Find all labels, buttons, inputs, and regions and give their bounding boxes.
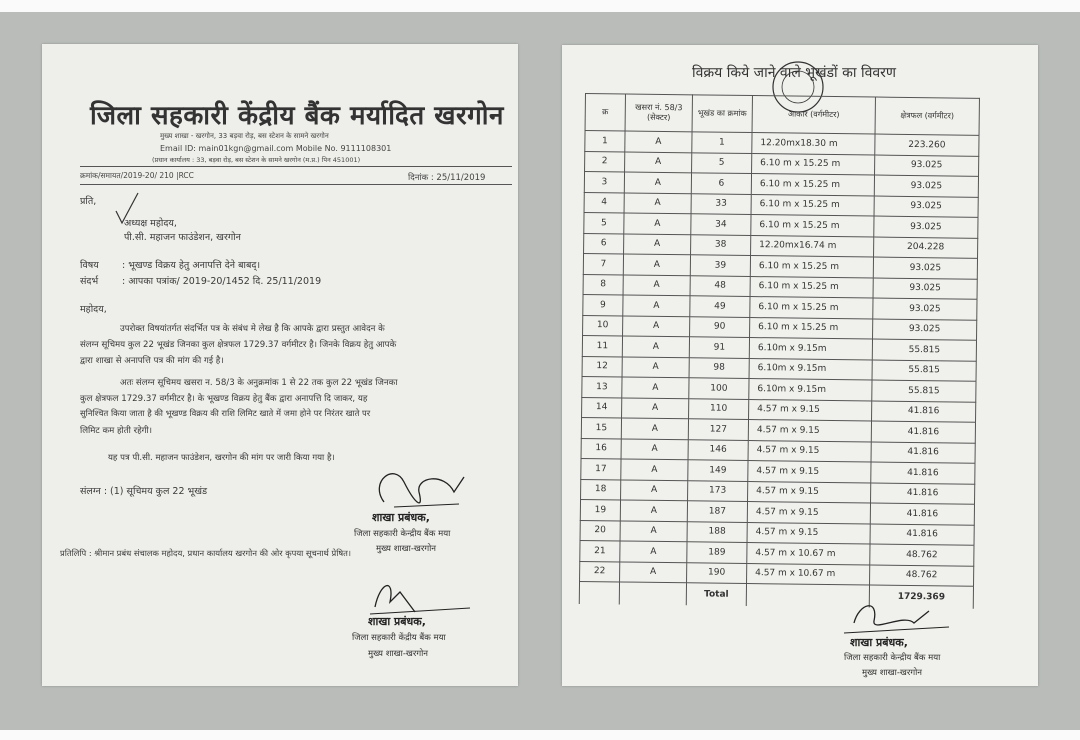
cell-plot-no: 149 — [688, 460, 748, 481]
cell-plot-no: 98 — [689, 357, 749, 378]
header-rule-2 — [80, 184, 512, 185]
table-body — [579, 131, 979, 609]
cell-serial: 12 — [582, 356, 622, 377]
cell-area: 93.025 — [874, 196, 978, 218]
cell-area: 41.816 — [871, 421, 975, 443]
para1-line1: उपरोक्त विषयांतर्गत संदर्भित पत्र के संबंध मे लेख है कि आपके द्वारा प्रस्तुत आवेदन के — [120, 324, 385, 334]
cell-size: 6.10 m x 15.25 m — [751, 215, 874, 237]
cell-khasra: A — [620, 541, 687, 562]
cell-plot-no: 5 — [692, 152, 752, 173]
signatory2-title: शाखा प्रबंधक, — [368, 615, 426, 628]
cell-serial: 17 — [581, 458, 621, 479]
cell-area: 41.816 — [871, 462, 975, 484]
letter-page — [42, 44, 518, 686]
contact-line: Email ID: main01kgn@gmail.com Mobile No. 9111108301 — [160, 144, 392, 153]
cell-area: 93.025 — [873, 278, 977, 300]
cell-plot-no: 1 — [692, 132, 752, 153]
para1-line2: संलग्न सूचिमय कुल 22 भूखंड जिनका कुल क्षेत्रफल 1729.37 वर्गमीटर है। जिनके विक्रय हेतु आपके — [80, 340, 397, 350]
cell-plot-no: 39 — [690, 255, 750, 276]
to-label: प्रति, — [80, 196, 97, 207]
total-empty-cell — [579, 581, 619, 604]
cell-area: 93.025 — [874, 175, 978, 197]
cell-area: 48.762 — [870, 544, 974, 566]
cell-khasra: A — [622, 377, 689, 398]
cell-size: 4.57 m x 9.15 — [748, 420, 871, 442]
subject-label: विषय — [80, 260, 99, 271]
para2-line1: अतः संलग्न सूचिमय खसरा न. 58/3 के अनुक्रमांक 1 से 22 तक कुल 22 भूखंड जिनका — [120, 378, 398, 388]
bank-name-heading: जिला सहकारी केंद्रीय बैंक मर्यादित खरगोन — [90, 101, 504, 131]
cell-khasra: A — [624, 233, 691, 254]
reference-label: संदर्भ — [80, 276, 99, 287]
cell-serial: 10 — [583, 315, 623, 336]
col-header-serial: क्र — [585, 94, 625, 131]
cell-khasra: A — [622, 397, 689, 418]
cell-size: 6.10 m x 15.25 m — [751, 194, 874, 216]
cell-size: 4.57 m x 9.15 — [747, 522, 870, 544]
cell-plot-no: 91 — [689, 337, 749, 358]
branch-address: मुख्य शाखा - खरगोन, 33 बड़वा रोड़, बस स्टेशन के सामने खरगोन — [160, 132, 329, 140]
cell-serial: 9 — [583, 294, 623, 315]
para3: यह पत्र पी.सी. महाजन फाउंडेशन, खरगोन की मांग पर जारी किया गया है। — [108, 453, 335, 463]
cell-size: 4.57 m x 9.15 — [748, 461, 871, 483]
col-header-plot-no: भूखंड का क्रमांक — [692, 95, 752, 133]
cell-area: 41.816 — [870, 503, 974, 525]
cell-khasra: A — [625, 131, 692, 152]
cell-size: 4.57 m x 10.67 m — [747, 563, 870, 585]
cell-khasra: A — [623, 315, 690, 336]
cell-size: 6.10 m x 15.25 m — [751, 174, 874, 196]
cell-size: 12.20mx16.74 m — [751, 235, 874, 257]
cell-area: 93.025 — [873, 257, 977, 279]
reference-number: क्रमांक/समायत/2019-20/ 210 |RCC — [80, 171, 194, 180]
cell-khasra: A — [622, 336, 689, 357]
cell-plot-no: 146 — [688, 439, 748, 460]
cell-area: 41.816 — [870, 524, 974, 546]
cell-khasra: A — [621, 418, 688, 439]
cell-khasra: A — [622, 356, 689, 377]
enclosure-line: संलग्न : (1) सूचिमय कुल 22 भूखंड — [80, 486, 208, 497]
cell-plot-no: 188 — [687, 521, 747, 542]
cell-serial: 18 — [581, 479, 621, 500]
cell-serial: 20 — [580, 520, 620, 541]
cell-size: 6.10 m x 15.25 m — [750, 276, 873, 298]
cell-serial: 7 — [583, 253, 623, 274]
cell-size: 6.10m x 9.15m — [749, 338, 872, 360]
signatory2-bank: जिला सहकारी केंद्रीय बैंक मया — [352, 633, 446, 643]
table-header-row — [585, 94, 979, 136]
cell-khasra: A — [623, 254, 690, 275]
cell-khasra: A — [621, 459, 688, 480]
total-value: 1729.369 — [869, 585, 973, 609]
cell-area: 41.816 — [871, 442, 975, 464]
table-signatory-bank: जिला सहकारी केन्द्रीय बैंक मया — [844, 653, 941, 663]
cell-khasra: A — [624, 213, 691, 234]
cell-plot-no: 189 — [687, 542, 747, 563]
table-signatory-branch: मुख्य शाखा-खरगोन — [862, 668, 923, 678]
cell-area: 93.025 — [874, 216, 978, 238]
cell-khasra: A — [621, 479, 688, 500]
cell-size: 4.57 m x 9.15 — [748, 440, 871, 462]
tick-mark — [112, 189, 142, 229]
cell-area: 48.762 — [870, 565, 974, 587]
cell-khasra: A — [624, 192, 691, 213]
cell-plot-no: 48 — [690, 275, 750, 296]
cell-plot-no: 90 — [690, 316, 750, 337]
cell-khasra: A — [623, 295, 690, 316]
cell-area: 223.260 — [875, 134, 979, 156]
cell-size: 6.10 m x 15.25 m — [750, 297, 873, 319]
col-header-size: आकार (वर्गमीटर) — [752, 96, 875, 134]
cell-serial: 4 — [584, 192, 624, 213]
para1-line3: द्वारा शाखा से अनापत्ति पत्र की मांग की गई है। — [80, 356, 224, 366]
cell-size: 6.10 m x 15.25 m — [752, 153, 875, 175]
cell-plot-no: 100 — [689, 378, 749, 399]
cell-khasra: A — [620, 561, 687, 582]
recipient-title: अध्यक्ष महोदय, — [124, 218, 177, 229]
cell-area: 41.816 — [872, 401, 976, 423]
cell-khasra: A — [625, 151, 692, 172]
cell-serial: 13 — [582, 376, 622, 397]
cell-plot-no: 190 — [687, 562, 747, 583]
total-empty-cell — [619, 582, 686, 605]
cell-plot-no: 110 — [689, 398, 749, 419]
recipient-org: पी.सी. महाजन फाउंडेशन, खरगोन — [124, 232, 241, 243]
cell-serial: 3 — [584, 172, 624, 193]
cell-plot-no: 33 — [691, 193, 751, 214]
subject-text: : भूखण्ड विक्रय हेतु अनापत्ति देने बाबद्‌। — [122, 260, 261, 271]
cell-plot-no: 34 — [691, 214, 751, 235]
cell-khasra: A — [620, 520, 687, 541]
cell-area: 93.025 — [873, 319, 977, 341]
para2-line3: सुनिश्चित किया जाता है की भूखण्ड विक्रय की राशि लिमिट खाते में जमा होने पर निरंतर खाते पर — [80, 408, 371, 418]
cell-serial: 16 — [581, 438, 621, 459]
plot-details-page — [562, 45, 1038, 686]
cell-serial: 11 — [582, 335, 622, 356]
cell-serial: 8 — [583, 274, 623, 295]
cell-area: 55.815 — [872, 380, 976, 402]
cell-size: 6.10m x 9.15m — [749, 379, 872, 401]
cell-serial: 14 — [582, 397, 622, 418]
cell-size: 4.57 m x 9.15 — [749, 399, 872, 421]
cell-area: 55.815 — [872, 339, 976, 361]
table-signatory-title: शाखा प्रबंधक, — [850, 636, 908, 649]
copy-to: प्रतिलिपि : श्रीमान प्रबंध संचालक महोदय, प्रधान कार्यालय खरगोन की ओर कृपया सूचनार्थ प्रेषित। — [60, 548, 352, 558]
cell-serial: 2 — [585, 151, 625, 172]
cell-area: 93.025 — [873, 298, 977, 320]
header-rule — [80, 166, 512, 167]
cell-plot-no: 187 — [687, 501, 747, 522]
signatory-branch: मुख्य शाखा-खरगोन — [376, 544, 437, 554]
cell-serial: 19 — [580, 499, 620, 520]
cell-area: 41.816 — [871, 483, 975, 505]
cell-size: 4.57 m x 9.15 — [748, 481, 871, 503]
salutation: महोदय, — [80, 304, 107, 315]
cell-khasra: A — [623, 274, 690, 295]
cell-size: 4.57 m x 9.15 — [747, 502, 870, 524]
signatory-title: शाखा प्रबंधक, — [372, 511, 430, 524]
cell-khasra: A — [620, 500, 687, 521]
head-office-line: (प्रधान कार्यालय : 33, बड़वा रोड़, बस स्टेशन के सामने खरगोन (म.प्र.) पिन 451001) — [152, 156, 361, 164]
reference-text: : आपका पत्रांक/ 2019-20/1452 दि. 25/11/2019 — [122, 276, 322, 287]
table-title: विक्रय किये जाने वाले भूखंडों का विवरण — [692, 65, 896, 81]
cell-size: 6.10 m x 15.25 m — [750, 256, 873, 278]
cell-plot-no: 49 — [690, 296, 750, 317]
cell-size: 4.57 m x 10.67 m — [747, 543, 870, 565]
cell-serial: 15 — [581, 417, 621, 438]
cell-serial: 5 — [584, 212, 624, 233]
cell-serial: 22 — [580, 561, 620, 582]
cell-size: 6.10m x 9.15m — [749, 358, 872, 380]
cell-plot-no: 173 — [688, 480, 748, 501]
col-header-area: क्षेत्रफल (वर्गमीटर) — [875, 97, 979, 135]
cell-plot-no: 6 — [691, 173, 751, 194]
cell-serial: 21 — [580, 540, 620, 561]
plot-table — [579, 93, 980, 609]
cell-size: 12.20mx18.30 m — [752, 133, 875, 155]
total-label: Total — [686, 583, 746, 606]
para2-line4: लिमिट कम होती रहेगी। — [80, 426, 152, 436]
cell-plot-no: 38 — [691, 234, 751, 255]
cell-size: 6.10 m x 15.25 m — [750, 317, 873, 339]
cell-area: 93.025 — [875, 155, 979, 177]
cell-area: 55.815 — [872, 360, 976, 382]
cell-khasra: A — [621, 438, 688, 459]
cell-area: 204.228 — [874, 237, 978, 259]
letter-date: दिनांक : 25/11/2019 — [408, 173, 486, 183]
cell-plot-no: 127 — [688, 419, 748, 440]
cell-serial: 1 — [585, 131, 625, 152]
para2-line2: कुल क्षेत्रफल 1729.37 वर्गमीटर है। के भूखण्ड विक्रय हेतु बैंक द्वारा अनापत्ति दि जाकर, यह — [80, 394, 368, 404]
col-header-khasra: खसरा नं. 58/3 (सेक्टर) — [625, 94, 692, 132]
cell-serial: 6 — [584, 233, 624, 254]
signatory-bank: जिला सहकारी केन्द्रीय बैंक मया — [354, 529, 451, 539]
cell-khasra: A — [624, 172, 691, 193]
signatory2-branch: मुख्य शाखा-खरगोन — [368, 649, 429, 659]
